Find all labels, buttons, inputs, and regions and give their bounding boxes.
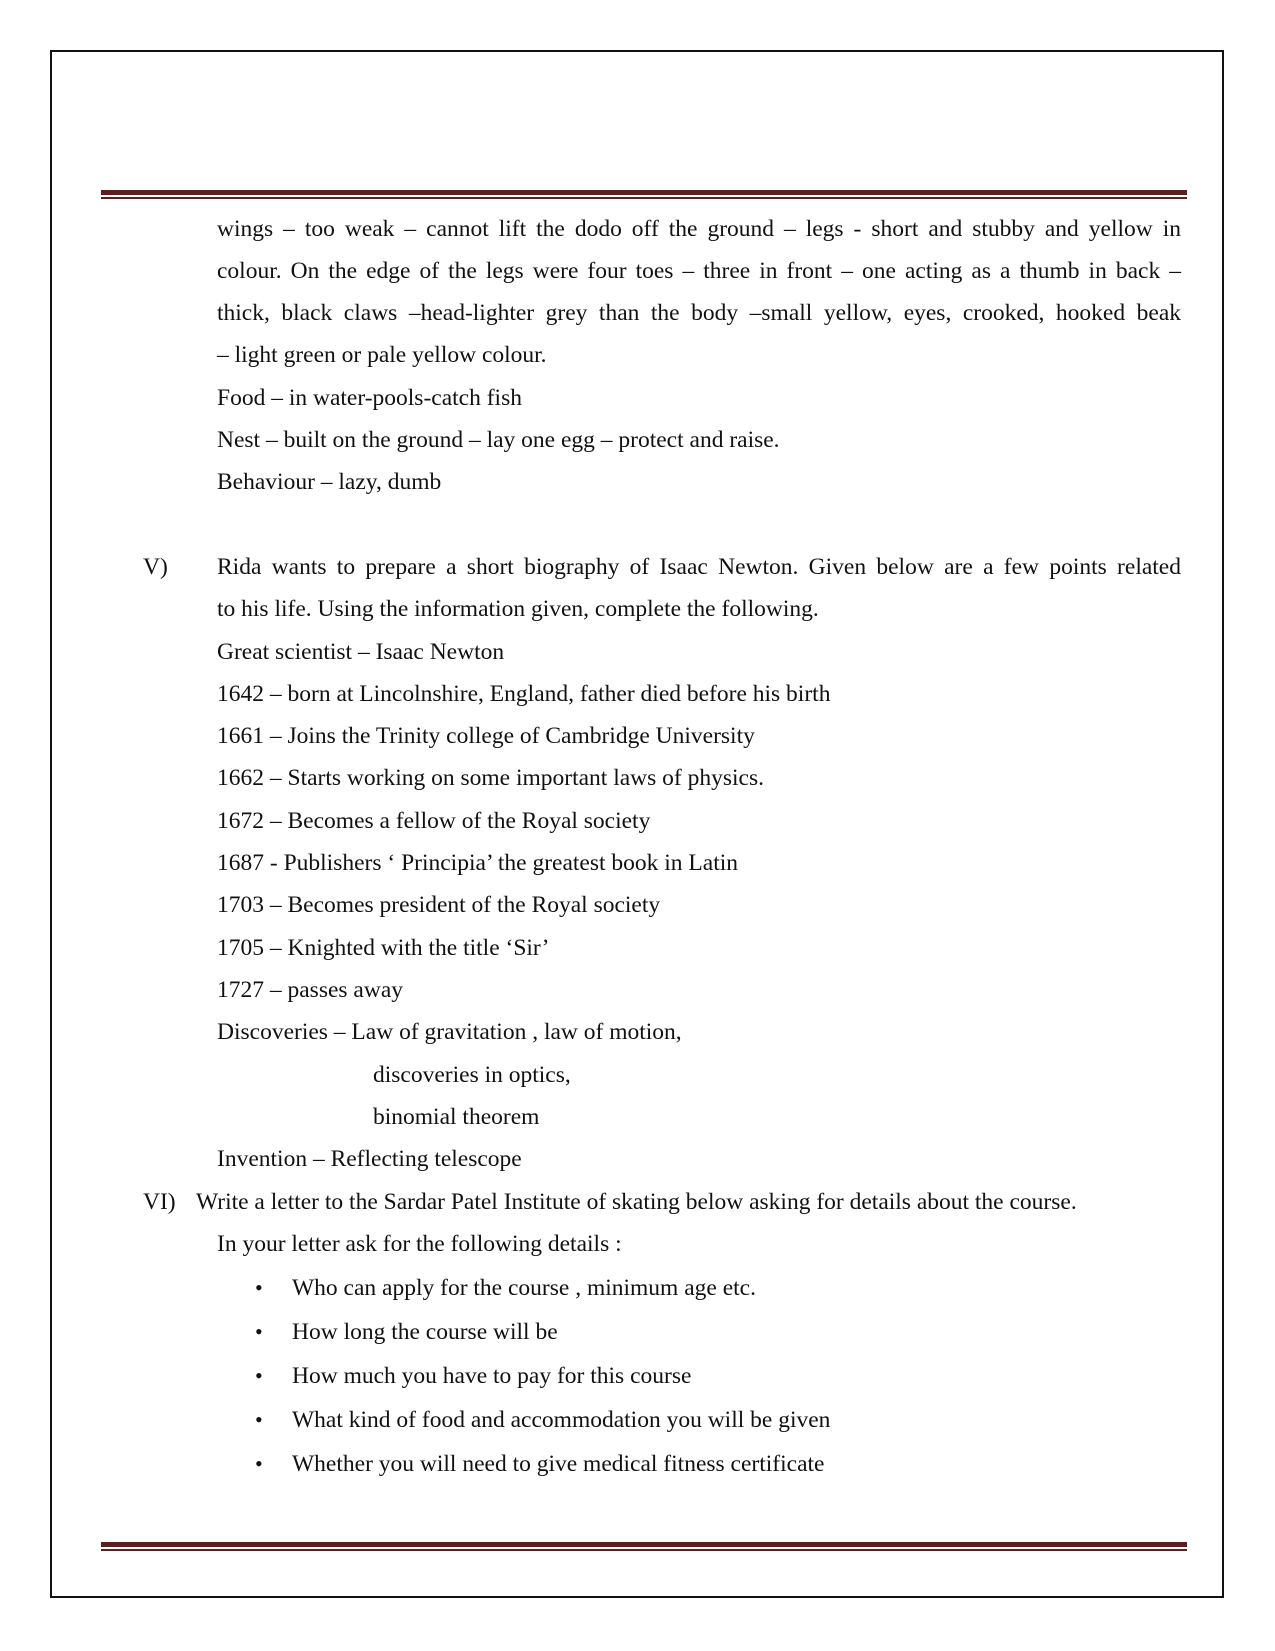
bullet-icon: • (255, 1451, 263, 1476)
question-v-intro: Rida wants to prepare a short biography of Isaac Newton. Given below are a few points related (217, 554, 1181, 580)
timeline-item: 1705 – Knighted with the title ‘Sir’ (217, 935, 550, 961)
timeline-item: 1642 – born at Lincolnshire, England, father died before his birth (217, 681, 831, 707)
timeline-item: 1661 – Joins the Trinity college of Cambridge University (217, 723, 755, 749)
list-item: How long the course will be (292, 1319, 558, 1345)
question-v-marker: V) (143, 554, 168, 580)
timeline-item: 1703 – Becomes president of the Royal society (217, 892, 661, 918)
discoveries-line: Discoveries – Law of gravitation , law of motion, (217, 1019, 682, 1045)
timeline-item: 1727 – passes away (217, 977, 404, 1003)
timeline-item: 1672 – Becomes a fellow of the Royal society (217, 808, 651, 834)
paragraph-line: thick, black claws –head-lighter grey than the body –small yellow, eyes, crooked, hooked beak (217, 300, 1181, 326)
question-vi-prompt: Write a letter to the Sardar Patel Institute of skating below asking for details about the course. (196, 1189, 1077, 1215)
food-line: Food – in water-pools-catch fish (217, 385, 522, 411)
question-v-intro: to his life. Using the information given, complete the following. (217, 596, 819, 622)
question-vi-subprompt: In your letter ask for the following details : (217, 1231, 622, 1257)
timeline-item: 1687 - Publishers ‘ Principia’ the greatest book in Latin (217, 850, 739, 876)
bullet-icon: • (255, 1407, 263, 1432)
paragraph-line: – light green or pale yellow colour. (217, 342, 547, 368)
bullet-icon: • (255, 1319, 263, 1344)
list-item: What kind of food and accommodation you will be given (292, 1407, 831, 1433)
bullet-icon: • (255, 1275, 263, 1300)
paragraph-line: wings – too weak – cannot lift the dodo off the ground – legs - short and stubby and yellow in (217, 216, 1181, 242)
footer-rule (101, 1542, 1187, 1551)
timeline-item: 1662 – Starts working on some important laws of physics. (217, 765, 764, 791)
paragraph-line: colour. On the edge of the legs were four toes – three in front – one acting as a thumb in back – (217, 258, 1181, 284)
bullet-icon: • (255, 1363, 263, 1388)
nest-line: Nest – built on the ground – lay one egg – protect and raise. (217, 427, 780, 453)
question-vi-marker: VI) (143, 1189, 176, 1215)
list-item: Who can apply for the course , minimum age etc. (292, 1275, 756, 1301)
list-item: How much you have to pay for this course (292, 1363, 692, 1389)
behaviour-line: Behaviour – lazy, dumb (217, 469, 442, 495)
invention-line: Invention – Reflecting telescope (217, 1146, 522, 1172)
header-rule (101, 190, 1187, 199)
list-item: Whether you will need to give medical fitness certificate (292, 1451, 825, 1477)
biography-heading: Great scientist – Isaac Newton (217, 639, 505, 665)
discoveries-continued: discoveries in optics, (373, 1062, 571, 1088)
discoveries-continued: binomial theorem (373, 1104, 540, 1130)
